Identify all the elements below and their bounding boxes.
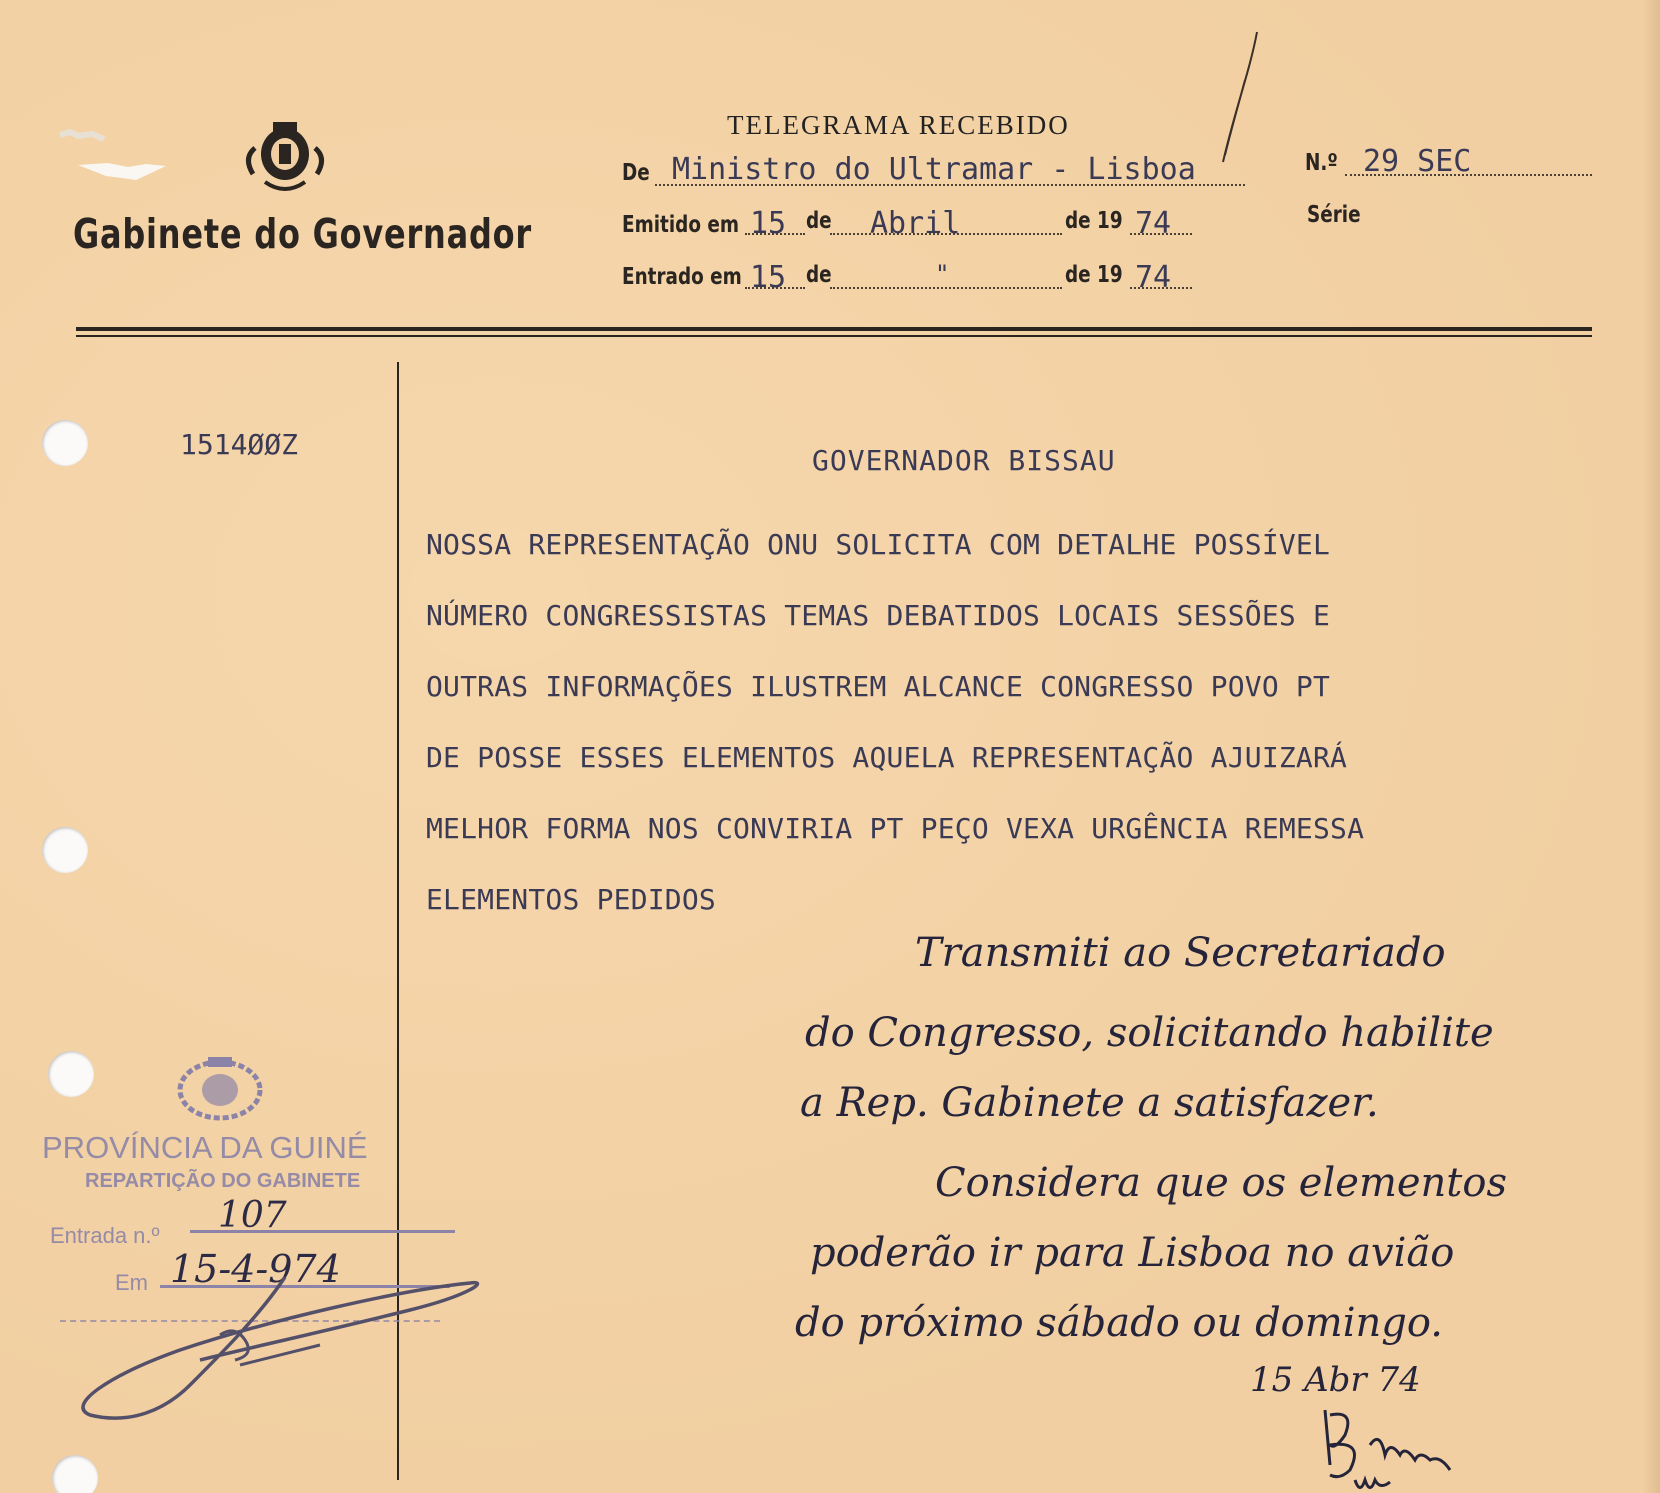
- entered-year-label: de 19: [1065, 262, 1123, 288]
- from-label: De: [622, 160, 650, 186]
- message-line: ELEMENTOS PEDIDOS: [426, 883, 716, 916]
- message-line: NOSSA REPRESENTAÇÃO ONU SOLICITA COM DETALHE POSSÍVEL: [426, 528, 1331, 561]
- entered-de-label: de: [806, 262, 832, 288]
- handwritten-date: 15 Abr 74: [1250, 1360, 1421, 1400]
- message-line: NÚMERO CONGRESSISTAS TEMAS DEBATIDOS LOCAIS SESSÕES E: [426, 599, 1331, 632]
- handwritten-line: do próximo sábado ou domingo.: [795, 1300, 1443, 1346]
- emitted-day: 15: [750, 206, 787, 241]
- stamp-emblem-icon: [170, 1055, 270, 1125]
- message-line: MELHOR FORMA NOS CONVIRIA PT PEÇO VEXA URGÊNCIA REMESSA: [426, 812, 1365, 845]
- telegram-title: TELEGRAMA RECEBIDO: [727, 110, 1070, 140]
- coat-of-arms-icon: [235, 118, 335, 198]
- header-rule-thick: [76, 327, 1592, 331]
- punch-hole: [42, 420, 88, 466]
- initial-mark: [1205, 30, 1265, 170]
- date-time-group: 1514ØØZ: [180, 428, 299, 461]
- handwritten-line: Considera que os elementos: [935, 1160, 1507, 1206]
- stamp-entry-label: Entrada n.º: [50, 1223, 160, 1248]
- header-rule-thin: [76, 335, 1592, 337]
- number-value: 29 SEC: [1363, 144, 1472, 179]
- entered-month: ": [935, 260, 950, 288]
- entered-year: 74: [1135, 260, 1172, 295]
- handwritten-line: Transmiti ao Secretariado: [915, 930, 1446, 976]
- entered-day: 15: [750, 260, 787, 295]
- stamp-date-value: 15-4-974: [170, 1247, 341, 1291]
- serie-label: Série: [1307, 202, 1361, 228]
- entered-label: Entrado em: [622, 264, 742, 290]
- stamp-signature: [70, 1265, 490, 1435]
- handwritten-signature: [1315, 1395, 1485, 1493]
- torn-paper-mark: [58, 125, 173, 195]
- emitted-label: Emitido em: [622, 212, 740, 238]
- handwritten-line: a Rep. Gabinete a satisfazer.: [800, 1080, 1379, 1126]
- number-label: N.º: [1305, 150, 1338, 176]
- office-title: Gabinete do Governador: [73, 210, 532, 258]
- emitted-de-label: de: [806, 208, 832, 234]
- from-value: Ministro do Ultramar - Lisboa: [672, 152, 1196, 187]
- emitted-year: 74: [1135, 206, 1172, 241]
- punch-hole: [52, 1455, 98, 1493]
- handwritten-note: [795, 930, 1595, 1470]
- message-body: [426, 525, 1364, 951]
- addressee: GOVERNADOR BISSAU: [812, 444, 1116, 477]
- handwritten-line: do Congresso, solicitando habilite: [805, 1010, 1494, 1056]
- stamp-entry-number: 107: [218, 1195, 287, 1236]
- handwritten-line: poderão ir para Lisboa no avião: [810, 1230, 1455, 1276]
- stamp-line-1: PROVÍNCIA DA GUINÉ: [42, 1130, 368, 1165]
- message-line: OUTRAS INFORMAÇÕES ILUSTREM ALCANCE CONGRESSO POVO PT: [426, 670, 1331, 703]
- emitted-year-label: de 19: [1065, 208, 1123, 234]
- stamp-date-label: Em: [115, 1270, 148, 1295]
- stamp-line-2: REPARTIÇÃO DO GABINETE: [85, 1170, 361, 1192]
- emitted-month: Abril: [870, 206, 961, 241]
- punch-hole: [42, 827, 88, 873]
- message-line: DE POSSE ESSES ELEMENTOS AQUELA REPRESENTAÇÃO AJUIZARÁ: [426, 741, 1348, 774]
